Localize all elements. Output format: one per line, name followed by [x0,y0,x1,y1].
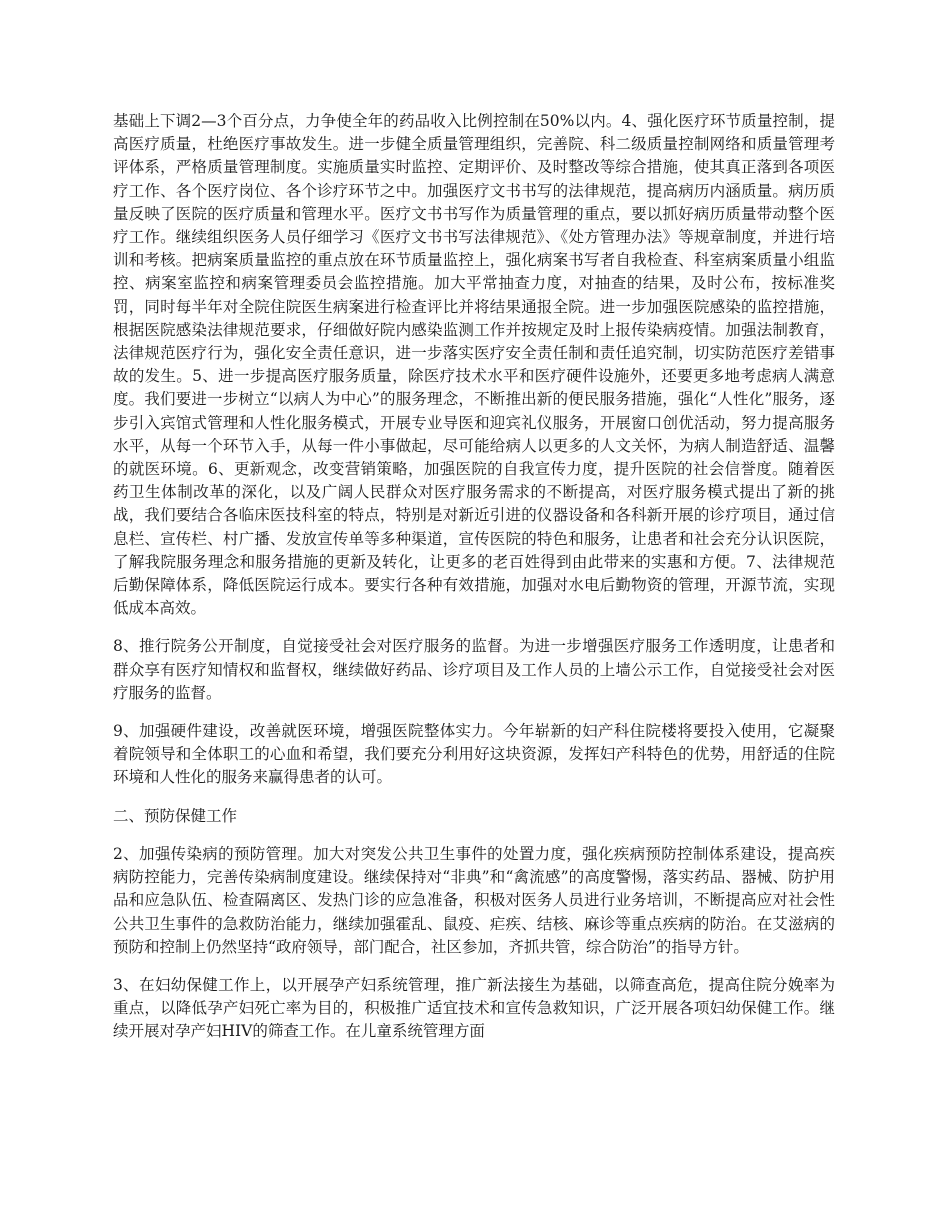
section-heading-prevention-care: 二、预防保健工作 [113,806,238,825]
paragraph-maternal-child-health: 3、在妇幼保健工作上，以开展孕产妇系统管理，推广新法接生为基础，以筛查高危，提高住院分娩率为重点，以降低孕产妇死亡率为目的，积极推广适宜技术和宣传急救知识，广泛开展各项妇幼保健工作。继续开展对孕产妇HIV的筛查工作。在儿童系统管理方面 [113,975,835,1041]
paragraph-hospital-affairs-disclosure: 8、推行院务公开制度，自觉接受社会对医疗服务的监督。为进一步增强医疗服务工作透明度，让患者和群众享有医疗知情权和监督权，继续做好药品、诊疗项目及工作人员的上墙公示工作，自觉接受社会对医疗服务的监督。 [113,637,835,702]
paragraph-infectious-disease: 2、加强传染病的预防管理。加大对突发公共卫生事件的处置力度，强化疾病预防控制体系建设，提高疾病防控能力，完善传染病制度建设。继续保持对“非典”和“禽流感”的高度警惕，落实药品、器械、防护用品和应急队伍、检查隔离区、发热门诊的应急准备，积极对医务人员进行业务培训，不断提高应对社会性公共卫生事件的急救防治能力，继续加强霍乱、鼠疫、疟疾、结核、麻诊等重点疾病的防治。在艾滋病的预防和控制上仍然坚持“政府领导，部门配合，社区参加，齐抓共管，综合防治”的指导方针。 [113,844,835,956]
document-body [113,110,835,1059]
paragraph-hardware-construction: 9、加强硬件建设，改善就医环境，增强医院整体实力。今年崭新的妇产科住院楼将要投入使用，它凝聚着院领导和全体职工的心血和希望，我们要充分利用好这块资源，发挥妇产科特色的优势，用舒适的住院环境和人性化的服务来赢得患者的认可。 [113,722,835,787]
paragraph-medical-quality: 基础上下调2—3个百分点，力争使全年的药品收入比例控制在50%以内。4、强化医疗环节质量控制，提高医疗质量，杜绝医疗事故发生。进一步健全质量管理组织，完善院、科二级质量控制网络和质量管理考评体系，严格质量管理制度。实施质量实时监控、定期评价、及时整改等综合措施，使其真正落到各项医疗工作、各个医疗岗位、各个诊疗环节之中。加强医疗文书书写的法律规范，提高病历内涵质量。病历质量反映了医院的医疗质量和管理水平。医疗文书书写作为质量管理的重点，要以抓好病历质量带动整个医疗工作。继续组织医务人员仔细学习《医疗文书书写法律规范》、《处方管理办法》等规章制度，并进行培训和考核。把病案质量监控的重点放在环节质量监控上，强化病案书写者自我检查、科室病案质量小组监控、病案室监控和病案管理委员会监控措施。加大平常抽查力度，对抽查的结果，及时公布，按标准奖罚，同时每半年对全院住院医生病案进行检查评比并将结果通报全院。进一步加强医院感染的监控措施，根据医院感染法律规范要求，仔细做好院内感染监测工作并按规定及时上报传染病疫情。加强法制教育，法律规范医疗行为，强化安全责任意识，进一步落实医疗安全责任制和责任追究制，切实防范医疗差错事故的发生。5、进一步提高医疗服务质量，除医疗技术水平和医疗硬件设施外，还要更多地考虑病人满意度。我们要进一步树立“以病人为中心”的服务理念，不断推出新的便民服务措施，强化“人性化”服务，逐步引入宾馆式管理和人性化服务模式，开展专业导医和迎宾礼仪服务，开展窗口创优活动，努力提高服务水平，从每一个环节入手，从每一件小事做起，尽可能给病人以更多的人文关怀，为病人制造舒适、温馨的就医环境。6、更新观念，改变营销策略，加强医院的自我宣传力度，提升医院的社会信誉度。随着医药卫生体制改革的深化，以及广阔人民群众对医疗服务需求的不断提高，对医疗服务模式提出了新的挑战，我们要结合各临床医技科室的特点，特别是对新近引进的仪器设备和各科新开展的诊疗项目，通过信息栏、宣传栏、村广播、发放宣传单等多种渠道，宣传医院的特色和服务，让患者和社会充分认识医院，了解我院服务理念和服务措施的更新及转化，让更多的老百姓得到由此带来的实惠和方便。7、法律规范后勤保障体系，降低医院运行成本。要实行各种有效措施，加强对水电后勤物资的管理，开源节流，实现低成本高效。 [113,112,835,618]
